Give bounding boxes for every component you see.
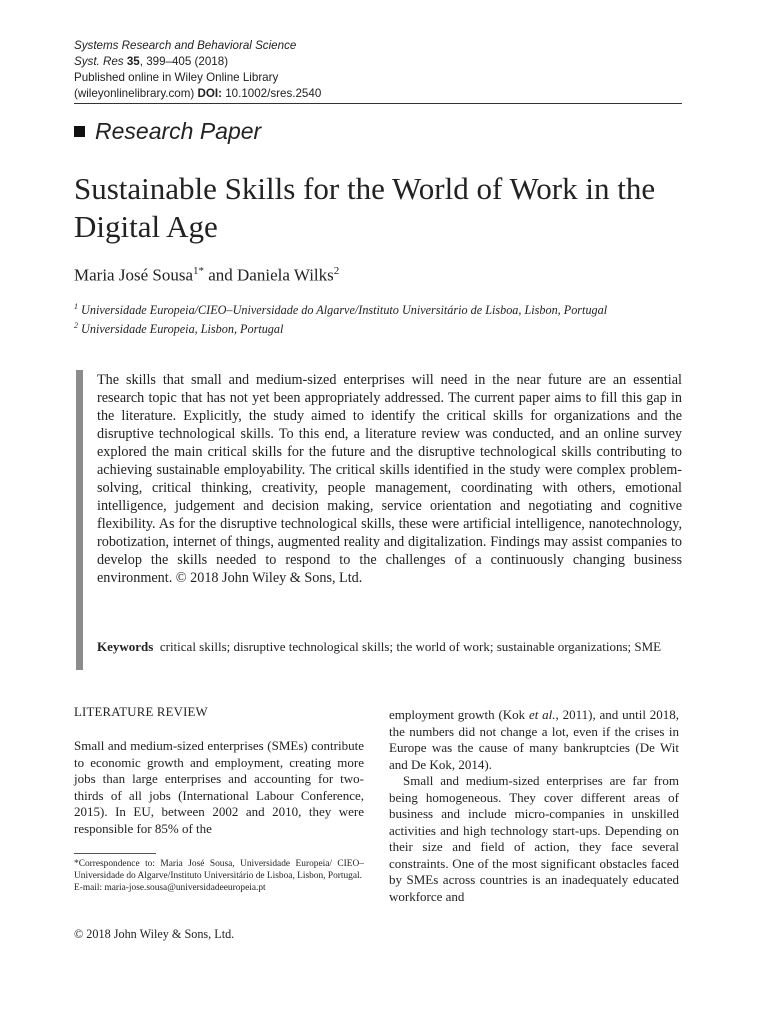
author-1-mark: 1* xyxy=(192,265,204,277)
keywords-text: critical skills; disruptive technological skills; the world of work; sustainable organizations; SME xyxy=(159,639,662,654)
doi-label: DOI: xyxy=(197,87,222,100)
affiliation-2-mark: 2 xyxy=(74,321,78,331)
author-line xyxy=(74,265,339,286)
right-p1-part-b: , 2011), and until 2018, the numbers did not change a lot, even if the crises in Europe was the cause of many bankruptcies (De Wit and De Kok, 2014). xyxy=(389,707,679,772)
header-divider xyxy=(74,103,682,104)
correspondence-footnote xyxy=(74,858,364,894)
keywords-label: Keywords xyxy=(97,639,154,654)
right-p1-etal: et al. xyxy=(528,707,556,722)
author-1: Maria José Sousa xyxy=(74,265,193,285)
author-2: Daniela Wilks xyxy=(237,265,334,285)
affiliation-2-text: Universidade Europeia, Lisbon, Portugal xyxy=(81,322,284,337)
author-2-mark: 2 xyxy=(333,265,340,277)
library-url: (wileyonlinelibrary.com) xyxy=(74,87,195,100)
correspondence-email[interactable]: E-mail: maria-jose.sousa@universidadeeuropeia.pt xyxy=(74,883,266,893)
affiliation-2 xyxy=(74,318,607,337)
pages-year: , 399–405 (2018) xyxy=(139,55,229,68)
citation-abbrev: Syst. Res xyxy=(74,55,124,68)
section-type-label: Research Paper xyxy=(95,118,262,144)
keywords xyxy=(97,639,682,655)
journal-name: Systems Research and Behavioral Science xyxy=(74,39,297,52)
affiliation-1-mark: 1 xyxy=(74,302,78,311)
affiliation-1 xyxy=(74,299,607,318)
citation-line xyxy=(74,54,321,70)
affiliation-1-text: Universidade Europeia/CIEO–Universidade do Algarve/Instituto Universitário de Lisboa, Lisbon, Portugal xyxy=(81,303,608,318)
published-line: Published online in Wiley Online Library xyxy=(74,71,279,84)
body-paragraph-left: Small and medium-sized enterprises (SMEs) contribute to economic growth and employment, creating more jobs than large enterprises and accounting for two-thirds of all jobs (International Labour Conference, 2015). In EU, between 2002 and 2010, they were responsible for 85% of the xyxy=(74,738,364,836)
section-heading: LITERATURE REVIEW xyxy=(74,705,208,719)
square-bullet-icon xyxy=(74,126,85,137)
right-column xyxy=(389,707,679,905)
doi-line xyxy=(74,86,321,102)
author-conjunction: and xyxy=(203,265,238,285)
doi-value[interactable]: 10.1002/sres.2540 xyxy=(225,87,322,100)
body-paragraph-right-1 xyxy=(389,707,679,773)
section-type xyxy=(74,118,261,145)
footnote-divider xyxy=(74,853,156,854)
abstract: The skills that small and medium-sized enterprises will need in the near future are an essential research topic that has not yet been appropriately addressed. The current paper aims to fill this gap in the literature. Explicitly, the study aimed to identify the critical skills for organizations and the disruptive technological skills. To this end, a literature review was conducted, and an online survey explored the main critical skills for the future and the disruptive technological skills contributing to achieving sustainable employability. The critical skills identified in the study were complex problem-solving, critical thinking, creativity, people management, coordinating with others, emotional intelligence, judgement and decision making, service orientation and negotiating and cognitive flexibility. As for the disruptive technological skills, these were artificial intelligence, nanotechnology, robotization, internet of things, augmented reality and digitalization. Findings may assist companies to develop the skills needed to respond to the challenges of a continuously changing business environment. © 2018 John Wiley & Sons, Ltd. xyxy=(97,372,682,586)
paper-title: Sustainable Skills for the World of Work in the Digital Age xyxy=(74,171,656,244)
body-paragraph-right-2: Small and medium-sized enterprises are far from being homogeneous. They cover different areas of business and include micro-companies in unskilled activities and high technology start-ups. Depending on their size and field of action, they face several constraints. One of the most significant obstacles faced by SMEs across countries is an inadequately educated workforce and xyxy=(389,773,679,904)
abstract-sidebar-bar xyxy=(76,370,83,670)
journal-header xyxy=(74,38,321,102)
right-p1-part-a: employment growth (Kok xyxy=(389,707,529,722)
correspondence-text: *Correspondence to: Maria José Sousa, Universidade Europeia/ CIEO–Universidade do Algarve/Instituto Universitário de Lisboa, Lisbon, Portugal. xyxy=(74,859,364,881)
affiliations xyxy=(74,299,607,337)
copyright-footer: © 2018 John Wiley & Sons, Ltd. xyxy=(74,927,235,941)
volume-number: 35 xyxy=(126,55,140,68)
